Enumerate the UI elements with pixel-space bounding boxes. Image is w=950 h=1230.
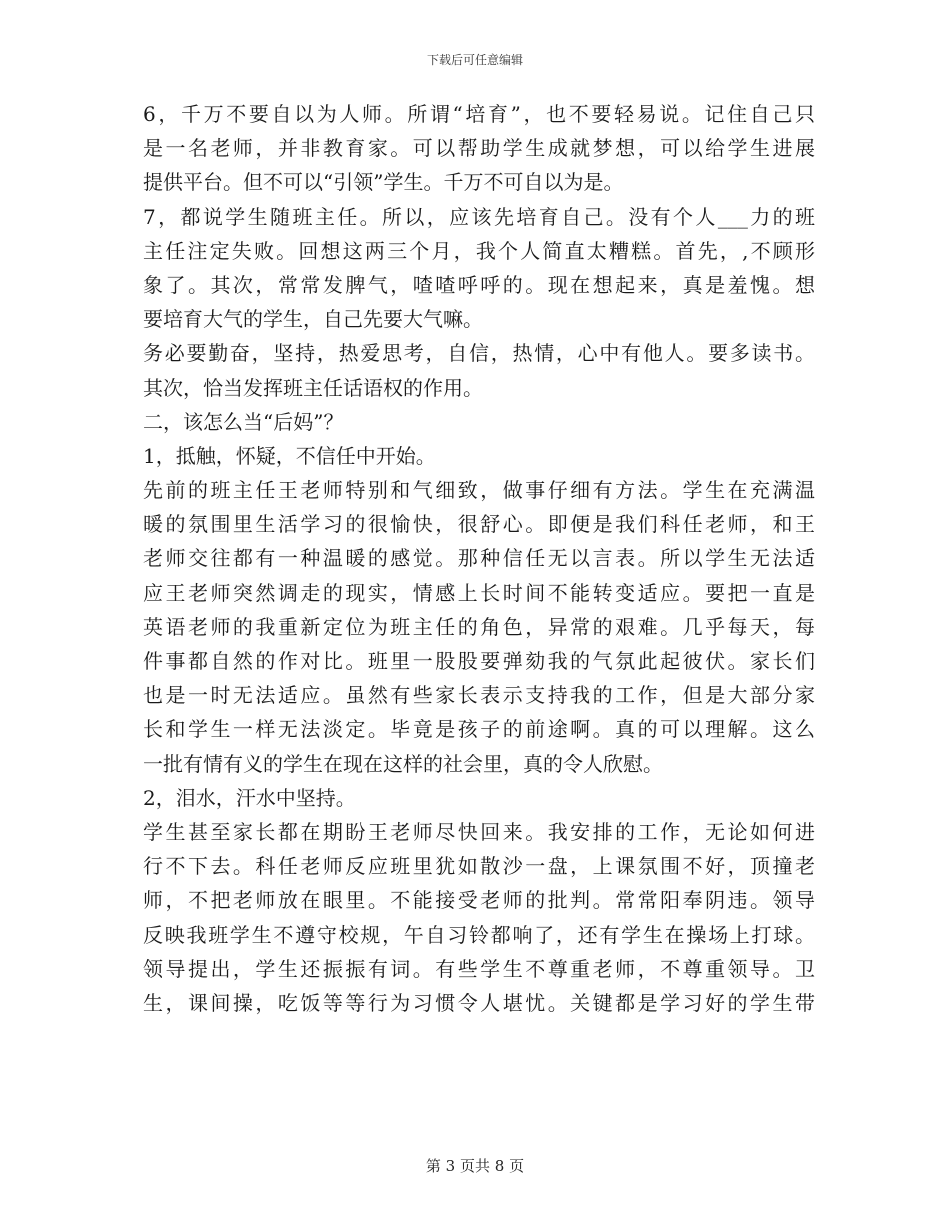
page-number: 第 3 页共 8 页 [425,1157,525,1175]
text-line: 也是一时无法适应。虽然有些家长表示支持我的工作，但是大部分家 [143,683,815,708]
text-line: 是一名老师，并非教育家。可以帮助学生成就梦想，可以给学生进展 [143,136,815,161]
text-line: 2，泪水，汗水中坚持。 [143,785,356,810]
text-line: 件事都自然的作对比。班里一股股要弹劾我的气氛此起彼伏。家长们 [143,649,815,673]
text-line: 6，千万不要自以为人师。所谓“培育”，也不要轻易说。记住自己只 [143,102,815,126]
text-line: 英语老师的我重新定位为班主任的角色，异常的艰难。几乎每天，每 [143,614,815,639]
text-line: 暖的氛围里生活学习的很愉快，很舒心。即便是我们科任老师，和王 [143,512,815,537]
text-line: 反映我班学生不遵守校规，午自习铃都响了，还有学生在操场上打球。 [143,922,815,947]
text-line: 1，抵触，怀疑，不信任中开始。 [143,443,436,468]
text-line: 7，都说学生随班主任。所以，应该先培育自己。没有个人___力的班 [143,204,815,229]
page-header-note: 下载后可任意编辑 [426,53,523,67]
text-line: 老师交往都有一种温暖的感觉。那种信任无以言表。所以学生无法适 [143,546,815,571]
text-line: 主任注定失败。回想这两三个月，我个人简直太糟糕。首先，,不顾形 [143,238,815,263]
text-line: 长和学生一样无法淡定。毕竟是孩子的前途啊。真的可以理解。这么 [143,717,815,742]
text-line: 一批有情有义的学生在现在这样的社会里，真的令人欣慰。 [143,751,663,776]
text-line: 象了。其次，常常发脾气，喳喳呼呼的。现在想起来，真是羞愧。想 [143,272,815,297]
text-line: 要培育大气的学生，自己先要大气嘛。 [143,307,483,332]
text-line: 行不下去。科任老师反应班里犹如散沙一盘，上课氛围不好，顶撞老 [143,854,815,879]
text-line: 先前的班主任王老师特别和气细致，做事仔细有方法。学生在充满温 [143,478,815,503]
document-body [143,97,815,1020]
text-line: 应王老师突然调走的现实，情感上长时间不能转变适应。要把一直是 [143,580,815,605]
text-line: 领导提出，学生还振振有词。有些学生不尊重老师，不尊重领导。卫 [143,956,815,981]
text-line: 师，不把老师放在眼里。不能接受老师的批判。常常阳奉阴违。领导 [143,888,815,913]
text-line: 二，该怎么当“后妈”？ [143,409,344,434]
text-line: 学生甚至家长都在期盼王老师尽快回来。我安排的工作，无论如何进 [143,819,815,844]
text-line: 生，课间操，吃饭等等行为习惯令人堪忧。关键都是学习好的学生带 [143,990,815,1015]
text-line: 其次，恰当发挥班主任话语权的作用。 [143,375,483,400]
text-line: 务必要勤奋，坚持，热爱思考，自信，热情，心中有他人。要多读书。 [143,341,815,366]
text-line: 提供平台。但不可以“引领”学生。千万不可自以为是。 [143,170,624,195]
